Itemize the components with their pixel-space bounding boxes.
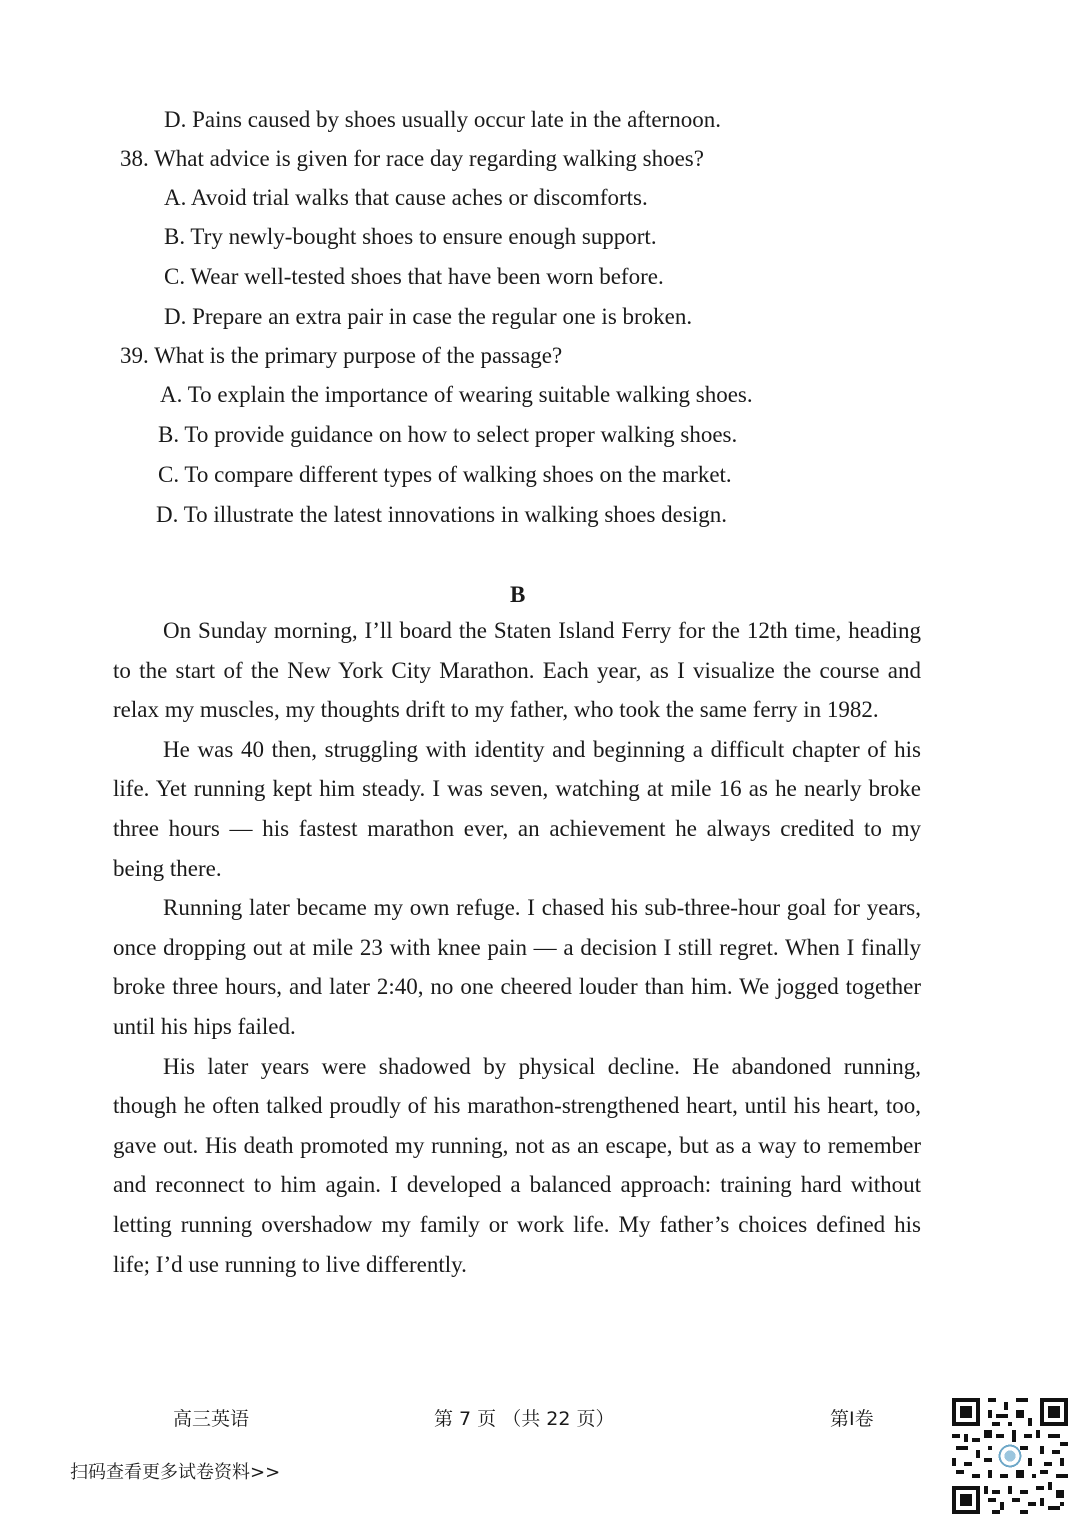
q38-option-a: A. Avoid trial walks that cause aches or discomforts. (164, 185, 648, 210)
q38-option-c: C. Wear well-tested shoes that have been worn before. (164, 264, 664, 289)
passage-paragraph-1: On Sunday morning, I’ll board the Staten Island Ferry for the 12th time, heading to the start of the New York City Marathon. Each year, as I visualize the course and relax my muscles, my thoughts drift to my father, who took the same ferry in 1982. (113, 618, 921, 723)
section-b-heading: B (510, 582, 526, 607)
q39-option-c: C. To compare different types of walking shoes on the market. (158, 462, 732, 487)
passage-paragraph-4: His later years were shadowed by physical decline. He abandoned running, though he often talked proudly of his marathon-strengthened heart, until his heart, too, gave out. His death promoted my running, not as an escape, but as a way to remember and reconnect to him again. I developed a balanced approach: training hard without letting running overshadow my family or work life. My father’s choices defined his life; I’d use running to live differently. (113, 1053, 921, 1277)
footer-subject: 高三英语 (173, 1408, 250, 1430)
q37-option-d: D. Pains caused by shoes usually occur late in the afternoon. (164, 107, 721, 132)
q38-stem: 38. What advice is given for race day regarding walking shoes? (120, 146, 704, 171)
q38-option-d: D. Prepare an extra pair in case the regular one is broken. (164, 304, 693, 329)
scan-prompt: 扫码查看更多试卷资料>> (70, 1462, 281, 1483)
qr-code-icon[interactable] (952, 1398, 1068, 1514)
passage-paragraph-2: He was 40 then, struggling with identity and beginning a difficult chapter of his life. Yet running kept him steady. I was seven, watching at mile 16 as he nearly broke three hours — his fastest marathon ever, an achievement he always credited to my being there. (113, 736, 921, 881)
q39-option-a: A. To explain the importance of wearing suitable walking shoes. (160, 382, 753, 407)
footer-volume: 第Ⅰ卷 (830, 1408, 874, 1430)
passage-paragraph-3: Running later became my own refuge. I chased his sub-three-hour goal for years, once dropping out at mile 23 with knee pain — a decision I still regret. When I finally broke three hours, and later 2:40, no one cheered louder than him. We jogged together until his hips failed. (113, 895, 921, 1039)
footer-page-number: 第 7 页 （共 22 页） (434, 1408, 615, 1430)
q38-option-b: B. Try newly-bought shoes to ensure enough support. (164, 224, 657, 249)
section-b-passage (113, 611, 921, 1284)
q39-option-d: D. To illustrate the latest innovations in walking shoes design. (156, 502, 727, 527)
q39-stem: 39. What is the primary purpose of the passage? (120, 343, 563, 368)
q39-option-b: B. To provide guidance on how to select proper walking shoes. (158, 422, 738, 447)
